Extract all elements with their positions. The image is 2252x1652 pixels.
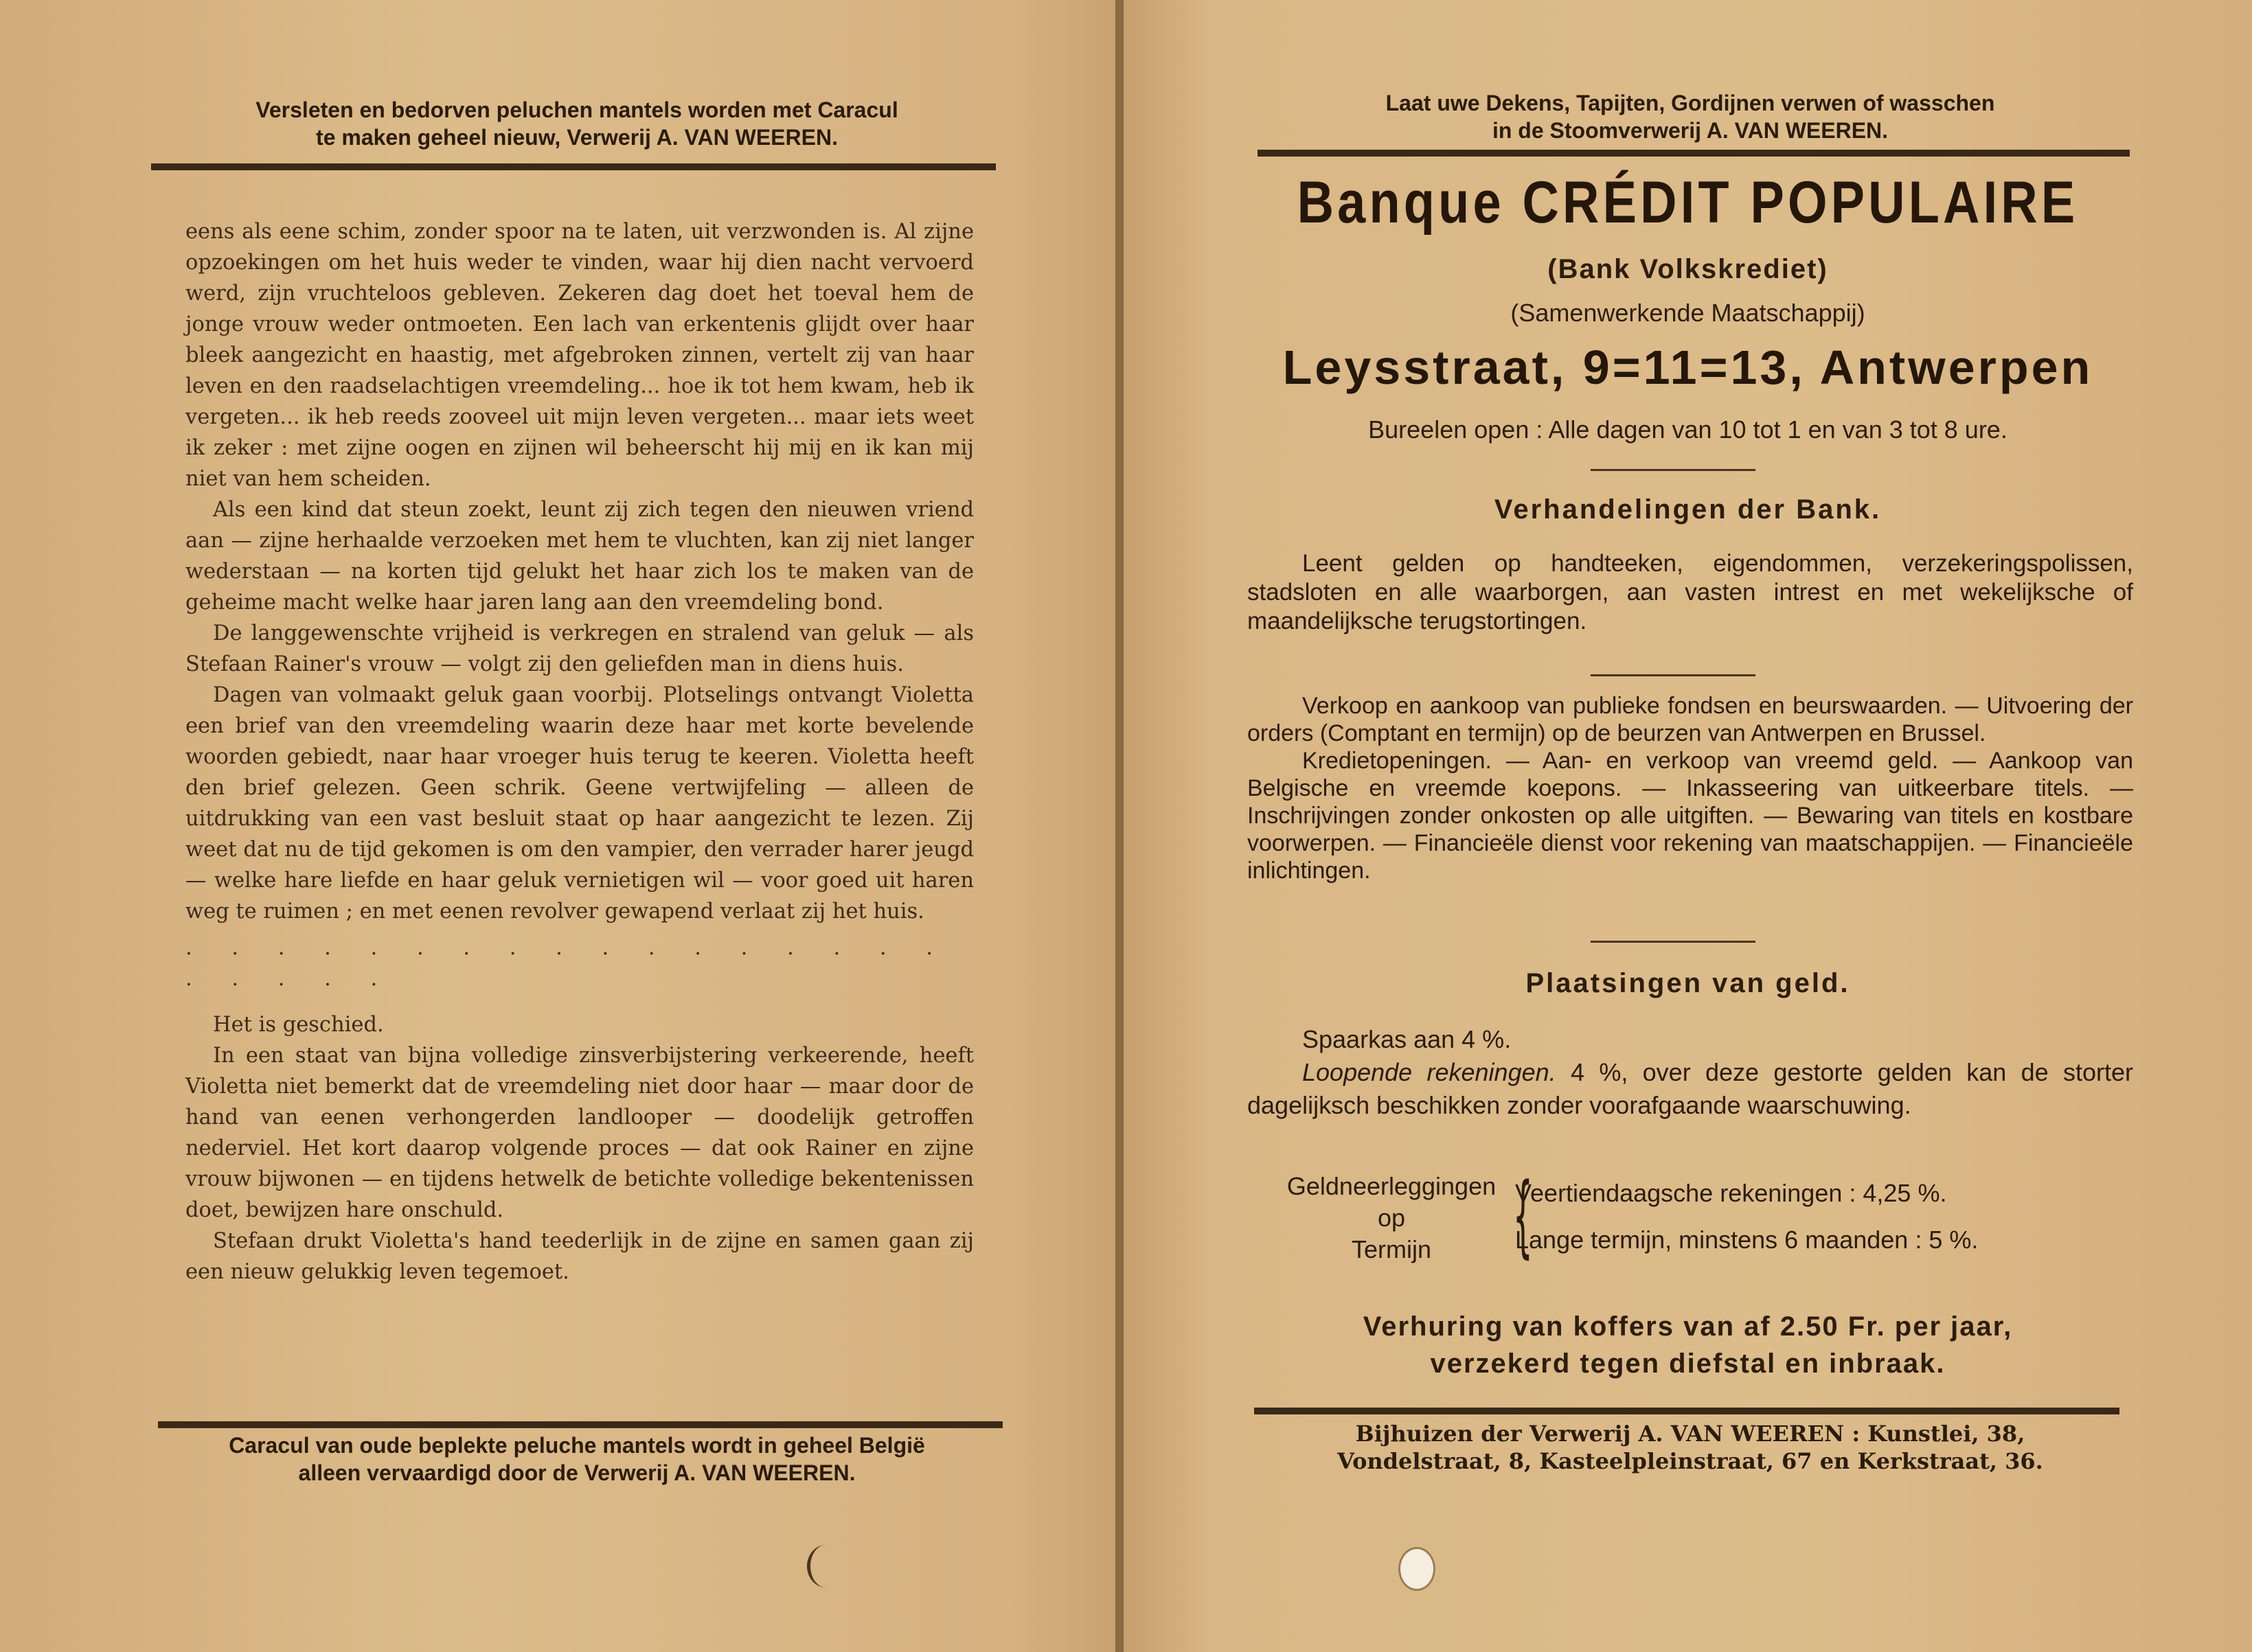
services-paragraph [1247,692,2133,884]
right-header [1261,89,2119,144]
section-title-bank-operations: Verhandelingen der Bank. [1494,494,1882,525]
bank-legal-form: (Samenwerkende Maatschappij) [1510,299,1865,327]
story-paragraph-5: Het is geschied. [213,1013,384,1037]
left-header-line-2: te maken geheel nieuw, Verwerij A. VAN WEEREN. [316,125,838,150]
safe-rental-line-2: verzekerd tegen diefstal en inbraak. [1430,1349,1946,1379]
right-header-line-2: in de Stoomverwerij A. VAN WEEREN. [1492,118,1889,143]
story-separator-dots: . . . . . . . . . . . . . . . . . . . . . . [185,936,949,991]
right-footer-line-2: Vondelstraat, 8, Kasteelpleinstraat, 67 en Kerkstraat, 36. [1337,1448,2043,1474]
term-deposits-label-1: Geldneerleggingen [1286,1172,1497,1200]
divider-1 [1591,469,1755,471]
term-deposits-rates [1515,1178,2133,1256]
bank-opening-hours: Bureelen open : Alle dagen van 10 tot 1 en van 3 tot 8 ure. [1368,415,2008,444]
section-title-investments: Plaatsingen van geld. [1525,968,1850,998]
right-header-line-1: Laat uwe Dekens, Tapijten, Gordijnen verwen of wasschen [1385,91,1995,115]
right-footer [1261,1420,2119,1475]
term-deposits-label-2: op [1377,1204,1406,1232]
left-header-line-1: Versleten en bedorven peluchen mantels worden met Caracul [255,97,898,122]
term-rate-fortnight: Veertiendaagsche rekeningen : 4,25 %. [1515,1179,1947,1207]
divider-3 [1591,941,1755,943]
left-header-rule [151,163,996,170]
term-deposits-label-3: Termijn [1351,1235,1431,1263]
right-punch-hole [1398,1547,1435,1591]
left-footer-line-1: Caracul van oude beplekte peluche mantels wordt in geheel België [229,1433,925,1458]
term-deposits-label [1247,1171,1536,1265]
loans-text: Leent gelden op handteeken, eigendommen, verzekeringspolissen, stadsloten en alle waarborgen, aan vasten intrest en met wekelijksche of maandelijksche terugstortingen. [1247,550,2133,634]
left-footer-line-2: alleen vervaardigd door de Verwerij A. VAN WEEREN. [298,1460,856,1485]
term-rate-long: Lange termijn, minstens 6 maanden : 5 %. [1515,1226,1979,1254]
left-punch-hole [807,1545,845,1587]
term-deposits-brace: { [1512,1163,1533,1267]
bank-address: Leysstraat, 9=11=13, Antwerpen [1282,341,2093,394]
services-text-2: Kredietopeningen. — Aan- en verkoop van vreemd geld. — Aankoop van Belgische en vreemde koepons. — Inkasseering van uitkeerbare titels. — Inschrijvingen zonder onkosten op alle uitgiften. — Bewaring van titels en kostbare voorwerpen. — Financieële dienst voor rekening van maatschappijen. — Financieële inlichtingen. [1247,748,2133,884]
bank-name: Banque CRÉDIT POPULAIRE [1297,170,2079,236]
left-footer [172,1432,982,1487]
savings-rate: Spaarkas aan 4 %. [1302,1025,1512,1053]
loans-paragraph [1247,549,2133,636]
safe-rental-offer [1124,1308,2252,1382]
safe-rental-line-1: Verhuring van koffers van af 2.50 Fr. per jaar, [1363,1311,2013,1342]
right-footer-line-1: Bijhuizen der Verwerij A. VAN WEEREN : Kunstlei, 38, [1355,1421,2025,1447]
story-text [185,216,974,1287]
investments-paragraph [1247,1023,2133,1122]
right-page [1124,0,2252,1652]
divider-2 [1591,674,1755,676]
story-paragraph-3: De langgewenschte vrijheid is verkregen en stralend van geluk — als Stefaan Rainer's vrouw — volgt zij den geliefden man in diens huis. [185,621,974,676]
services-text-1: Verkoop en aankoop van publieke fondsen en beurswaarden. — Uitvoering der orders (Comptant en termijn) op de beurzen van Antwerpen en Brussel. [1247,693,2133,746]
story-paragraph-6: In een staat van bijna volledige zinsverbijstering verkeerende, heeft Violetta niet bemerkt dat de vreemdeling niet door haar — maar door de hand van eenen verhongerden landlooper — doodelijk getroffen nederviel. Het kort daarop volgende proces — dat ook Rainer en zijne vrouw bijwonen — en tijdens hetwelk de betichte volledige bekentenissen doet, bewijzen hare onschuld. [185,1044,974,1222]
bank-name-dutch: (Bank Volkskrediet) [1547,254,1828,284]
left-header [172,96,982,151]
story-paragraph-2: Als een kind dat steun zoekt, leunt zij zich tegen den nieuwen vriend aan — zijne herhaalde verzoeken met hem te vluchten, kan zij niet langer wederstaan — na korten tijd gelukt het haar zich los te maken van de geheime macht welke haar jaren lang aan den vreemdeling bond. [185,498,974,615]
story-paragraph-7: Stefaan drukt Violetta's hand teederlijk in de zijne en samen gaan zij een nieuw gelukkig leven tegemoet. [185,1229,974,1284]
left-footer-rule [158,1421,1003,1428]
current-accounts [1247,1056,2133,1122]
right-footer-rule [1254,1408,2119,1414]
right-header-rule [1258,150,2130,157]
story-paragraph-4: Dagen van volmaakt geluk gaan voorbij. Plotselings ontvangt Violetta een brief van den vreemdeling waarin deze haar met korte bevelende woorden gebiedt, naar haar vroeger huis terug te keeren. Violetta heeft den brief gelezen. Geen schrik. Geene vertwijfeling — alleen de uitdrukking van een vast besluit staat op haar aangezicht te lezen. Zij weet dat nu de tijd gekomen is om den vampier, den verrader harer jeugd — welke hare liefde en haar geluk vernietigen wil — voor goed uit haren weg te ruimen ; en met eenen revolver gewapend verlaat zij het huis. [185,683,974,923]
story-paragraph-1: eens als eene schim, zonder spoor na te laten, uit verzwonden is. Al zijne opzoekingen om het huis weder te vinden, waar hij dien nacht vervoerd werd, zijn vruchteloos gebleven. Zekeren dag doet het toeval hem de jonge vrouw weder ontmoeten. Een lach van erkentenis glijdt over haar bleek aangezicht en haastig, met afgebroken zinnen, vertelt zij van haar leven en den raadselachtigen vreemdeling... hoe ik tot hem kwam, heb ik vergeten... ik heb reeds zooveel uit mijn leven vergeten... maar iets weet ik zeker : met zijne oogen en zijnen wil beheerscht hij mij en ik kan mij niet van hem scheiden. [185,220,974,491]
current-accounts-label: Loopende rekeningen. [1302,1058,1556,1086]
current-accounts-text: 4 %, over deze gestorte gelden kan de storter dagelijksch beschikken zonder voorafgaande waarschuwing. [1247,1058,2133,1119]
left-page [0,0,1118,1652]
